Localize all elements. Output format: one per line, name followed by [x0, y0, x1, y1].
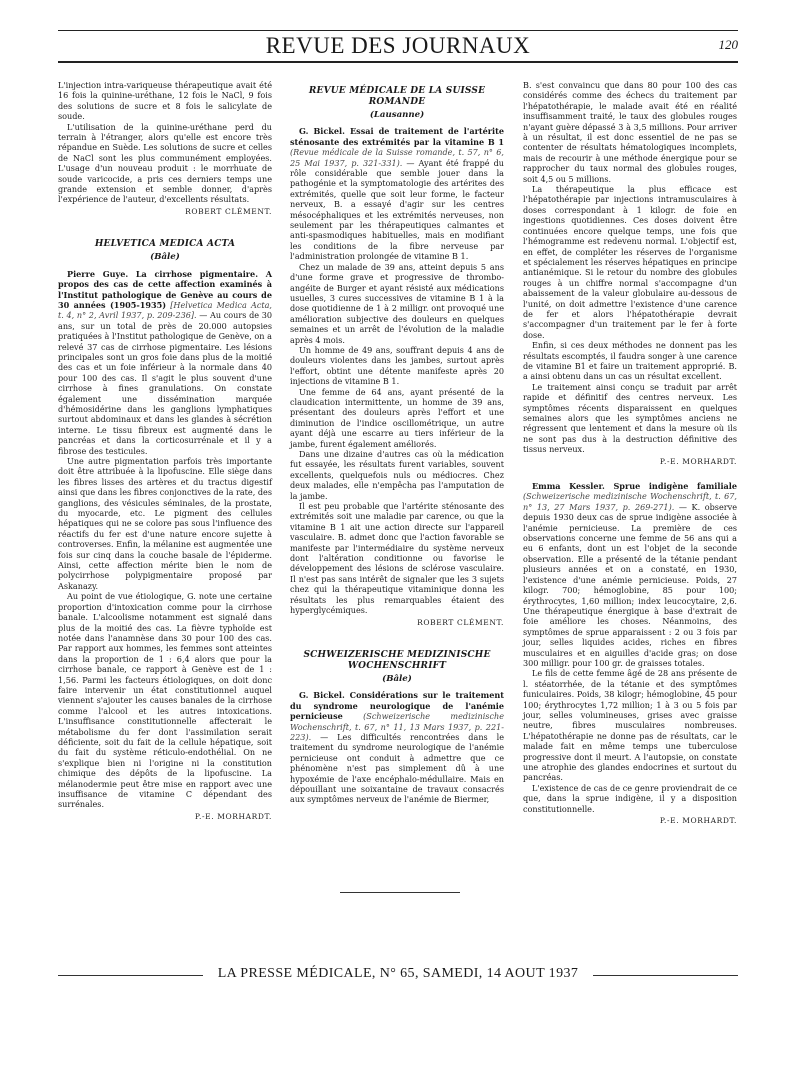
page-number: 120: [718, 37, 738, 52]
article-reference: (Schweizerische medizinische Wochenschrift, t. 67, n° 11, 13 Mars 1937, p. 221-223).: [290, 711, 504, 742]
journal-location: (Bâle): [150, 252, 180, 263]
article-body: — Les difficultés rencontrées dans le traitement du syndrome neurologique de l'anémie pernicieuse ont conduit à admettre que ce phénomène n'est pas simplement dû à une hypoxémie de l'axe encéphalo-médullaire. Mais en dépouillant une soixantaine de travaux consacrés aux symptômes nerveux de l'anémie de Biermer,: [290, 731, 505, 805]
article-entry: [290, 690, 504, 804]
paragraph: Le fils de cette femme âgé de 28 ans présente de l. stéatorrhée, de la tétanie et des symptômes funiculaires. Poids, 38 kilogr; hémoglobine, 45 pour 100; érythrocytes 1,72 million; 1 à 3 ou 5 fois par jour, selles volumineuses, grises avec graisse neutre, fibres musculaires nombreuses. L'hépatothérapie ne donne pas de résultats, car le malade fait en même temps une tuberculose progressive dont il meurt. A l'autopsie, on constate une atrophie des glandes endocrines et surtout du pancréas.: [523, 668, 737, 783]
journal-location: (Bâle): [382, 673, 412, 684]
author-signature: P.-E. MORHARDT.: [659, 816, 737, 826]
article-body: — Au cours de 30 ans, sur un total de près de 20.000 autopsies pratiquées à l'Institut pathologique de Genève, on a relevé 37 cas de cirrhose pigmentaire. Les lésions principales sont un gros foie dans plus de la moitié des cas et un foie inférieur à la normale dans 40 pour 100 des cas. Il s'agit le plus souvent d'une cirrhose à fines granulations. On constate également une dissémination marquée d'hémosidérine dans les ganglions lymphatiques surtout abdominaux et dans les glandes à sécrétion interne. Le tissu fibreux est augmenté dans le pancréas et dans la corticosurrénale et il y a fibrose des testicules.: [58, 310, 272, 456]
article-title: Pierre Guye. La cirrhose pigmentaire. A propos des cas de cette affection examinés à l'Institut pathologique de Genève au cours de 30 années (1905-1935): [58, 268, 272, 310]
journal-heading: REVUE MÉDICALE DE LA SUISSE ROMANDE: [308, 86, 486, 107]
paragraph: Au point de vue étiologique, G. note une certaine proportion d'intoxication comme pour la cirrhose banale. L'alcoolisme notamment est signalé dans plus de la moitié des cas. La fièvre typhoïde est notée dans l'anamnèse dans 30 pour 100 des cas. Par rapport aux hommes, les femmes sont atteintes dans la proportion de 1 : 6,4 alors que pour la cirrhose banale, ce rapport à Genève est de 1 : 1,56. Parmi les facteurs étiologiques, on doit donc faire intervenir un état constitutionnel auquel viennent s'ajouter les causes banales de la cirrhose comme l'alcool et les autres intoxications. L'insuffisance constitutionnelle affecterait le métabolisme du fer dont l'assimilation serait déficiente, soit du fait de la cellule hépatique, soit du fait du système réticulo-endothélial. On ne s'explique bien ni l'origine ni la constitution chimique des dépôts de la lipofuscine. La mélanodermie peut être mise en rapport avec une insuffisance de vitamine C dépendant des surrénales.: [58, 591, 272, 810]
paragraph: La thérapeutique la plus efficace est l'hépatothérapie par injections intramusculaires à doses correspondant à 1 kilogr. de foie en ingestions quotidiennes. Ces doses doivent être continuées encore quelque temps, une fois que l'hémogramme est redevenu normal. L'objectif est, en effet, de compléter les réserves de l'organisme et spécialement les réserves hépatiques en principe antianémique. Si le retour du nombre des globules rouges à un chiffre normal s'accompagne d'un abaissement de la valeur globulaire au-dessous de l'unité, on doit admettre l'existence d'une carence de fer et alors l'hépatothérapie devrait s'accompagner d'un traitement par le fer à forte dose.: [523, 184, 737, 340]
journal-location: (Lausanne): [369, 110, 425, 120]
paragraph: Il est peu probable que l'artérite sténosante des extrémités soit une maladie par carence, ou que la vitamine B 1 ait une action directe sur l'appareil vasculaire. B. admet donc que l'action favorable se manifeste par l'intermédiaire du système nerveux dont l'altération conditionne ou favorise le développement des lésions de sclérose vasculaire. Il n'est pas sans intérêt de signaler que les 3 sujets chez qui la thérapeutique vitaminique donna les résultats les plus remarquables étaient des hyperglycémiques.: [290, 501, 504, 616]
footer-rule-right: [593, 975, 738, 976]
paragraph: L'injection intra-variqueuse thérapeutique avait été 16 fois la quinine-uréthane, 12 fois le NaCl, 9 fois des solutions de sucre et 8 fois le salicylate de soude.: [58, 80, 272, 122]
article-body: — Ayant été frappé du rôle considérable que semble jouer dans la pathogénie et la symptomatologie des artérites des extrémités, quelle que soit leur forme, le facteur nerveux, B. a essayé d'agir sur les centres mésocéphaliques et les extrémités nerveuses, non seulement par les thérapeutiques calmantes et anti-spasmodiques habituelles, mais en modifiant les conditions de la fibre nerveuse par l'administration prolongée de vitamine B 1.: [290, 157, 504, 262]
column-2: [290, 80, 504, 805]
author-signature: P.-E. MORHARDT.: [659, 456, 737, 466]
paragraph: Chez un malade de 39 ans, atteint depuis 5 ans d'une forme grave et progressive de thrombo-angéite de Burger et ayant résisté aux médications usuelles, 3 cures successives de vitamine B 1 à la dose quotidienne de 1 à 2 milligr. ont provoqué une amélioration subjective des douleurs en quelques semaines et un arrêt de l'évolution de la maladie après 4 mois.: [290, 261, 504, 345]
column-3: [523, 80, 737, 826]
article-entry: [58, 269, 272, 456]
article-reference: [Helvetica Medica Acta, t. 4, n° 2, Avril 1937, p. 209-236].: [58, 299, 272, 321]
author-signature: ROBERT CLÉMENT.: [417, 617, 504, 627]
article-title: Emma Kessler. Sprue indigène familiale: [532, 481, 737, 492]
journal-section-title: REVUE DES JOURNAUX: [265, 33, 531, 58]
article-body: — K. observe depuis 1930 deux cas de sprue indigène associée à l'anémie pernicieuse. La première de ces observations concerne une femme de 56 ans qui a eu 6 enfants, dont un est l'objet de la seconde observation. Elle a présenté de la tétanie pendant plusieurs années et on a constaté, en 1930, l'existence d'une anémie pernicieuse. Poids, 27 kilogr. 700; hémoglobine, 85 pour 100; érythrocytes, 1,60 million; index leucocytaire, 2,6. Une thérapeutique énergique à base d'extrait de foie améliore les choses. Néanmoins, des symptômes de sprue apparaissent : 2 ou 3 fois par jour, selles liquides acides, riches en fibres musculaires et en aiguilles d'acide gras; on dose 300 milligr. pour 100 gr. de graisses totales.: [523, 501, 737, 668]
column-1: [58, 80, 272, 822]
paragraph: L'utilisation de la quinine-uréthane perd du terrain à l'étranger, alors qu'elle est encore très répandue en Suède. Les solutions de sucre et celles de NaCl sont les plus communément employées. L'usage d'un nouveau produit : le morrhuate de soude varicocide, a pris ces derniers temps une grande extension et semble donner, d'après l'expérience de l'auteur, d'excellents résultats.: [58, 121, 272, 205]
running-footer: [58, 964, 738, 986]
author-signature: ROBERT CLÉMENT.: [185, 206, 272, 216]
article-title: G. Bickel. Considérations sur le traitement du syndrome neurologique de l'anémie pernicieuse: [290, 690, 504, 722]
paragraph: Une autre pigmentation parfois très importante doit être attribuée à la lipofuscine. Elle siège dans les fibres lisses des artères et du tractus digestif ainsi que dans les fibres conjonctives de la rate, des ganglions, des vésicules séminales, de la prostate, du myocarde, etc. Le pigment des cellules hépatiques qui ne se colore pas sous l'influence des réactifs du fer est d'une nature encore sujette à controverses. Enfin, la mélanine est augmentée une fois sur cinq dans la couche basale de l'épiderme. Ainsi, cette affection mérite bien le nom de polycirrhose polypigmentaire proposé par Askanazy.: [58, 456, 272, 591]
paragraph: Enfin, si ces deux méthodes ne donnent pas les résultats escomptés, il faudra songer à une carence de vitamine B1 et faire un traitement approprié. B. a ainsi obtenu dans un cas un résultat excellent.: [523, 340, 737, 382]
article-reference: (Revue médicale de la Suisse romande, t. 57, n° 6, 25 Mai 1937, p. 321-331).: [290, 147, 504, 168]
article-entry: [290, 126, 504, 261]
paragraph: B. s'est convaincu que dans 80 pour 100 des cas considérés comme des échecs du traitement par l'hépatothérapie, le malade avait été en réalité insuffisamment traité, le taux des globules rouges n'ayant guère dépassé 3 à 3,5 millions. Pour arriver à un résultat, il est donc essentiel de ne pas se contenter de résultats hématologiques incomplets, mais de recourir à une méthode énergique pour se rapprocher du taux normal des globules rouges, soit 4,5 ou 5 millions.: [523, 80, 737, 184]
running-header: [58, 30, 738, 63]
paragraph: Dans une dizaine d'autres cas où la médication fut essayée, les résultats furent variables, souvent excellents, quelquefois nuls ou médiocres. Chez deux malades, elle n'empêcha pas l'amputation de la jambe.: [290, 449, 504, 501]
journal-heading: HELVETICA MEDICA ACTA: [94, 239, 236, 250]
author-signature: P.-E. MORHARDT.: [194, 811, 272, 821]
paragraph: Un homme de 49 ans, souffrant depuis 4 ans de douleurs violentes dans les jambes, surtout après l'effort, obtint une détente manifeste après 20 injections de vitamine B 1.: [290, 344, 504, 387]
article-entry: [523, 481, 737, 668]
paragraph: Une femme de 64 ans, ayant présenté de la claudication intermittente, un homme de 39 ans, présentant des douleurs après l'effort et une diminution de l'indice oscillométrique, un autre ayant déjà une escarre au tiers inférieur de la jambe, furent également améliorés.: [290, 386, 504, 449]
separator-rule: [340, 892, 460, 893]
journal-heading: SCHWEIZERISCHE MEDIZINISCHE WOCHENSCHRIFT: [303, 649, 491, 671]
footer-publication-line: LA PRESSE MÉDICALE, N° 65, SAMEDI, 14 AOUT 1937: [217, 966, 579, 981]
paragraph: L'existence de cas de ce genre proviendrait de ce que, dans la sprue indigène, il y a disposition constitutionnelle.: [523, 782, 737, 814]
paragraph: Le traitement ainsi conçu se traduit par arrêt rapide et définitif des centres nerveux. Les symptômes récents disparaissent en quelques semaines alors que les symptômes anciens ne régressent que lentement et dans la mesure où ils ne sont pas dus à la destruction définitive des tissus nerveux.: [523, 381, 737, 455]
article-title: G. Bickel. Essai de traitement de l'artérite sténosante des extrémités par la vitamine B 1: [290, 126, 504, 147]
article-reference: (Schweizerische medizinische Wochenschrift, t. 67, n° 13, 27 Mars 1937, p. 269-271).: [523, 491, 737, 512]
